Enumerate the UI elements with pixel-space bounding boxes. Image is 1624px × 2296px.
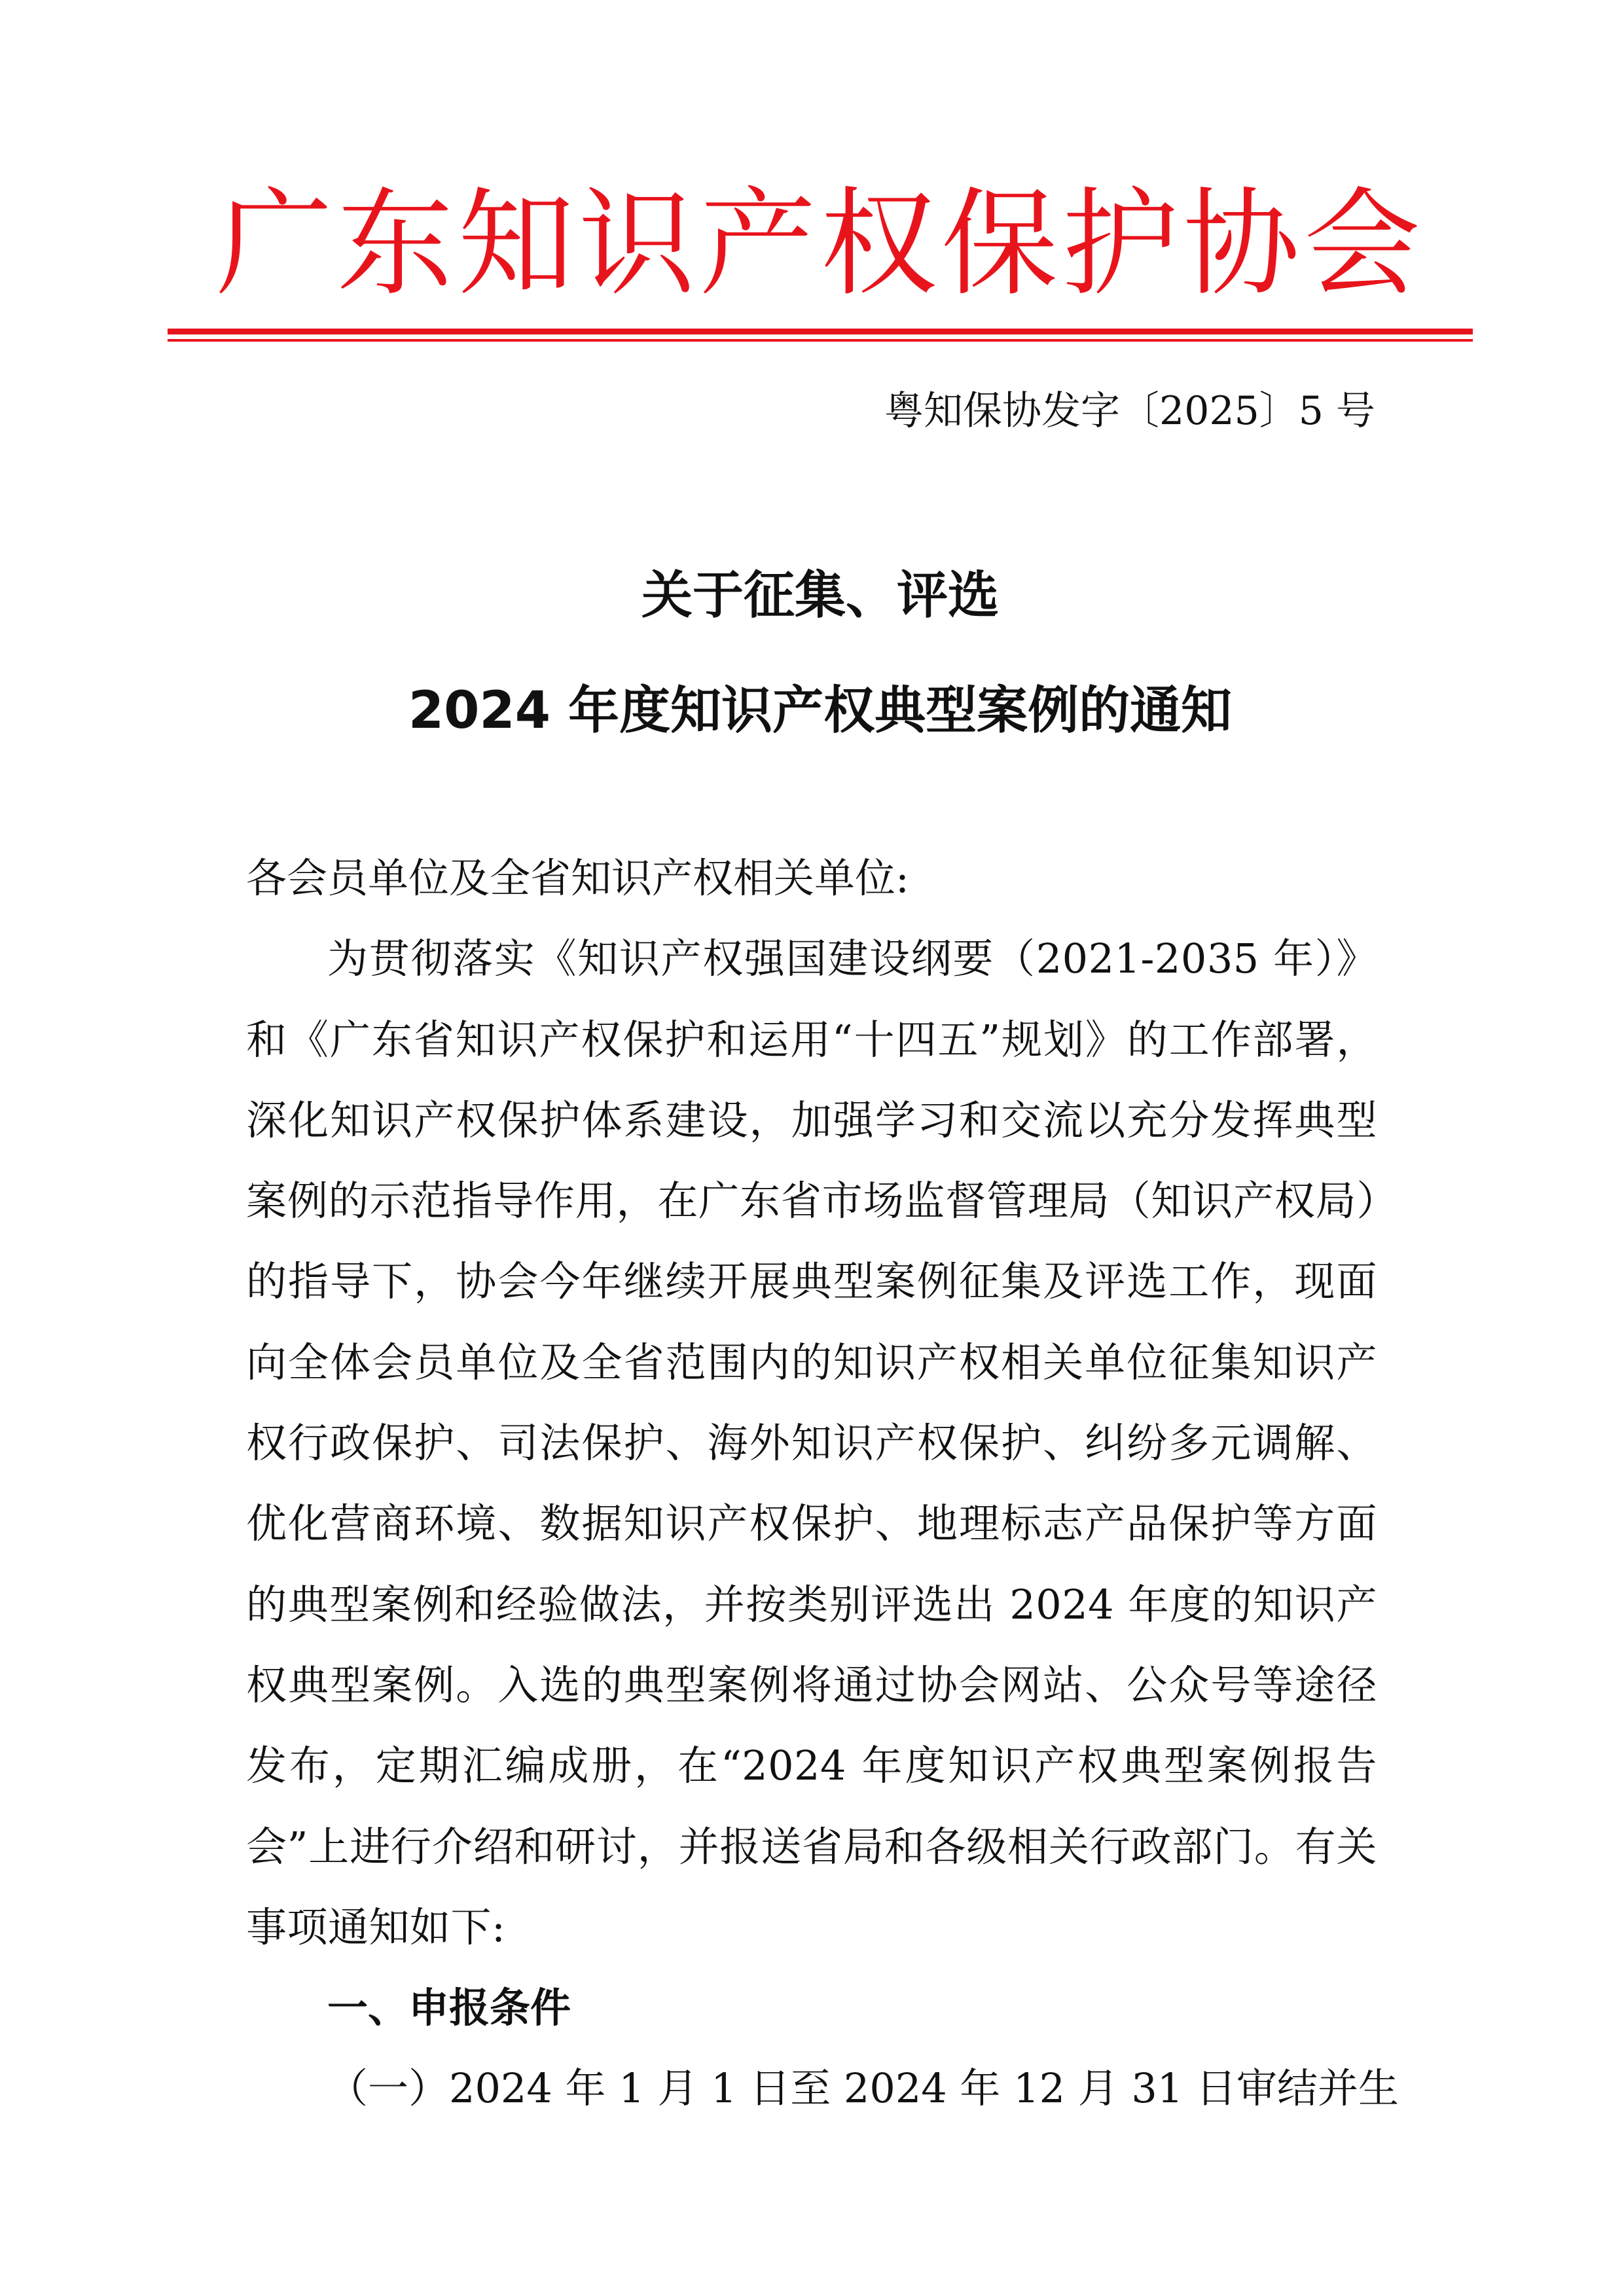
- document-number: 粤知保协发字〔2025〕5 号: [884, 388, 1375, 434]
- letterhead-red-rule: [168, 329, 1473, 334]
- paragraph: （一）2024 年 1 月 1 日至 2024 年 12 月 31 日审结并生: [327, 2064, 1399, 2113]
- letterhead-red-rule-thin: [168, 339, 1473, 342]
- letterhead-org-name: 广东知识产权保护协会: [216, 176, 1420, 312]
- section-heading: 一、申报条件: [327, 1984, 571, 2032]
- document-body: [246, 838, 1399, 2129]
- title-line-2: 2024 年度知识产权典型案例的通知: [408, 681, 1233, 740]
- salutation: 各会员单位及全省知识产权相关单位:: [246, 854, 909, 902]
- title-line-1: 关于征集、评选: [641, 566, 999, 625]
- paragraph: 为贯彻落实《知识产权强国建设纲要（2021-2035 年）》和《广东省知识产权保护和运用“十四五”规划》的工作部署，深化知识产权保护体系建设，加强学习和交流以充分发挥典型案例的示范指导作用，在广东省市场监督管理局（知识产权局）的指导下，协会今年继续开展典型案例征集及评选工作，现面向全体会员单位及全省范围内的知识产权相关单位征集知识产权行政保护、司法保护、海外知识产权保护、纠纷多元调解、优化营商环境、数据知识产权保护、地理标志产品保护等方面的典型案例和经验做法，并按类别评选出 2024 年度的知识产权典型案例。入选的典型案例将通过协会网站、公众号等途径发布，定期汇编成册，在“2024 年度知识产权典型案例报告会”上进行介绍和研讨，并报送省局和各级相关行政部门。有关事项通知如下:: [246, 935, 1377, 1951]
